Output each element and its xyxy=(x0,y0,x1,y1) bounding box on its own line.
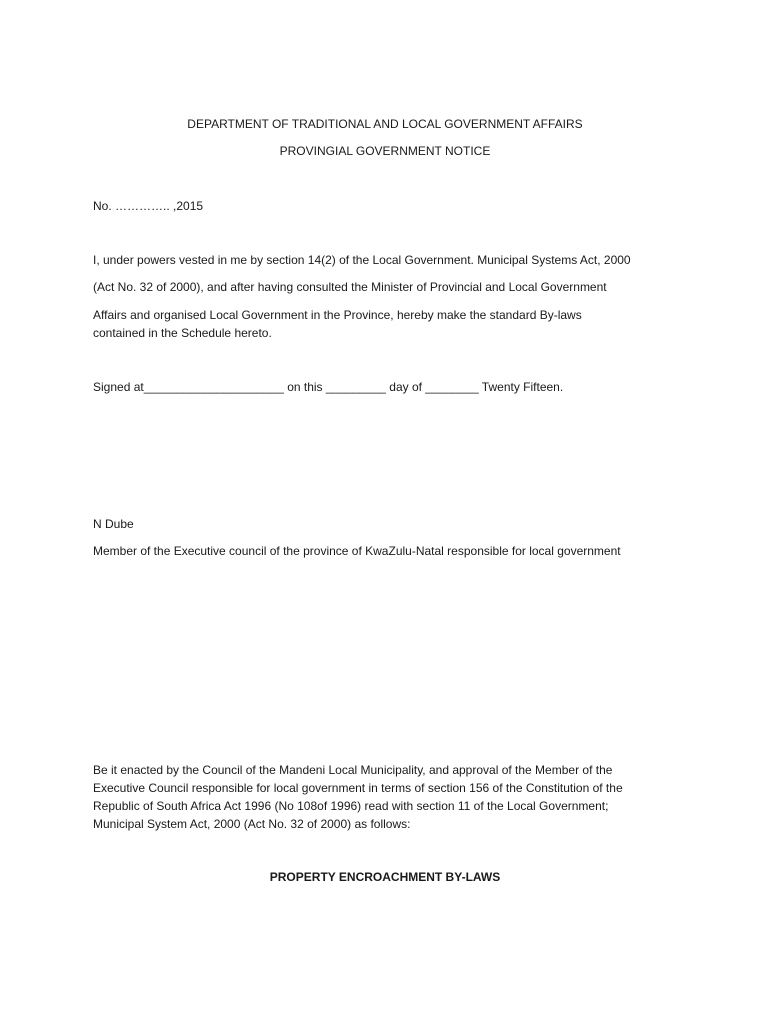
notice-number: No. ………….. ,2015 xyxy=(93,199,204,213)
signed-line: Signed at_____________________ on this _________ day of ________ Twenty Fifteen. xyxy=(93,380,564,394)
enactment-line-1: Be it enacted by the Council of the Mandeni Local Municipality, and approval of the Member of the xyxy=(93,763,613,777)
department-heading: DEPARTMENT OF TRADITIONAL AND LOCAL GOVERNMENT AFFAIRS xyxy=(187,117,583,131)
notice-heading: PROVINGIAL GOVERNMENT NOTICE xyxy=(279,144,491,158)
preamble-line-4: contained in the Schedule hereto. xyxy=(93,326,272,340)
signatory-title: Member of the Executive council of the province of KwaZulu-Natal responsible for local government xyxy=(93,544,621,558)
enactment-line-4: Municipal System Act, 2000 (Act No. 32 of 2000) as follows: xyxy=(93,817,411,831)
enactment-line-3: Republic of South Africa Act 1996 (No 108of 1996) read with section 11 of the Local Government; xyxy=(93,799,609,813)
preamble-line-3: Affairs and organised Local Government in the Province, hereby make the standard By-laws xyxy=(93,308,582,322)
enactment-line-2: Executive Council responsible for local government in terms of section 156 of the Constitution of the xyxy=(93,781,623,795)
signatory-name: N Dube xyxy=(93,517,134,531)
preamble-line-1: I, under powers vested in me by section 14(2) of the Local Government. Municipal Systems Act, 2000 xyxy=(93,253,631,267)
preamble-line-2: (Act No. 32 of 2000), and after having consulted the Minister of Provincial and Local Government xyxy=(93,280,607,294)
bylaw-title: PROPERTY ENCROACHMENT BY-LAWS xyxy=(269,870,501,884)
